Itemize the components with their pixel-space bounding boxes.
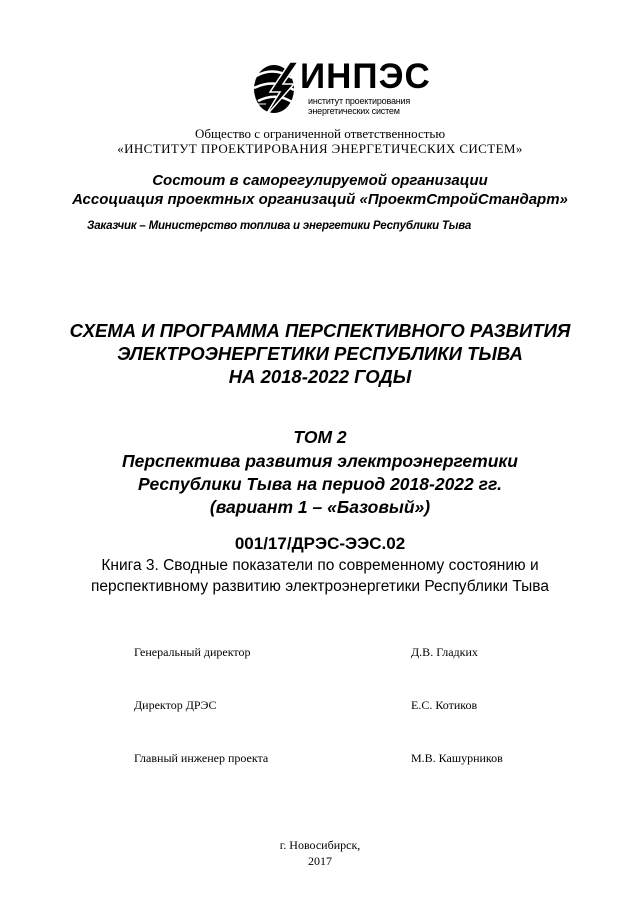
organization-line-2: «ИНСТИТУТ ПРОЕКТИРОВАНИЯ ЭНЕРГЕТИЧЕСКИХ СИСТЕМ» [117,141,523,156]
signature-name: Д.В. Гладких [411,645,478,659]
signature-role: Директор ДРЭС [134,698,217,712]
logo-name: ИНПЭС [300,57,431,96]
customer-line: Заказчик – Министерство топлива и энергетики Республики Тыва [87,220,472,232]
book-title-line-2: перспективному развитию электроэнергетики Республики Тыва [91,578,549,595]
logo-subtitle [308,96,410,116]
signature-role: Главный инженер проекта [134,751,269,765]
volume-title-line-2: Республики Тыва на период 2018-2022 гг. [138,474,502,494]
document-title-line-3: НА 2018-2022 ГОДЫ [228,366,412,387]
signature-role: Генеральный директор [134,645,251,659]
document-code: 001/17/ДРЭС-ЭЭС.02 [234,534,406,553]
signature-name: М.В. Кашурников [411,751,503,765]
membership-line-1: Состоит в саморегулируемой организации [152,172,488,189]
volume-label: ТОМ 2 [293,427,347,447]
logo-subtitle-line-1: институт проектирования [308,96,411,106]
volume-title-line-1: Перспектива развития электроэнергетики [122,451,518,471]
organization-line-1: Общество с ограниченной ответственностью [194,126,446,141]
document-title-line-1: СХЕМА И ПРОГРАММА ПЕРСПЕКТИВНОГО РАЗВИТИЯ [69,320,571,341]
lightning-globe-icon [250,56,306,120]
membership-line-2: Ассоциация проектных организаций «ПроектСтройСтандарт» [72,191,568,208]
footer-year: 2017 [308,854,332,868]
logo-subtitle-line-2: энергетических систем [308,106,400,116]
document-title-line-2: ЭЛЕКТРОЭНЕРГЕТИКИ РЕСПУБЛИКИ ТЫВА [117,343,523,364]
book-title-line-1: Книга 3. Сводные показатели по современному состоянию и [101,557,539,574]
company-logo [250,56,431,120]
volume-title-line-3: (вариант 1 – «Базовый») [209,497,431,517]
signature-name: Е.С. Котиков [411,698,478,712]
footer-city: г. Новосибирск, [279,838,361,852]
